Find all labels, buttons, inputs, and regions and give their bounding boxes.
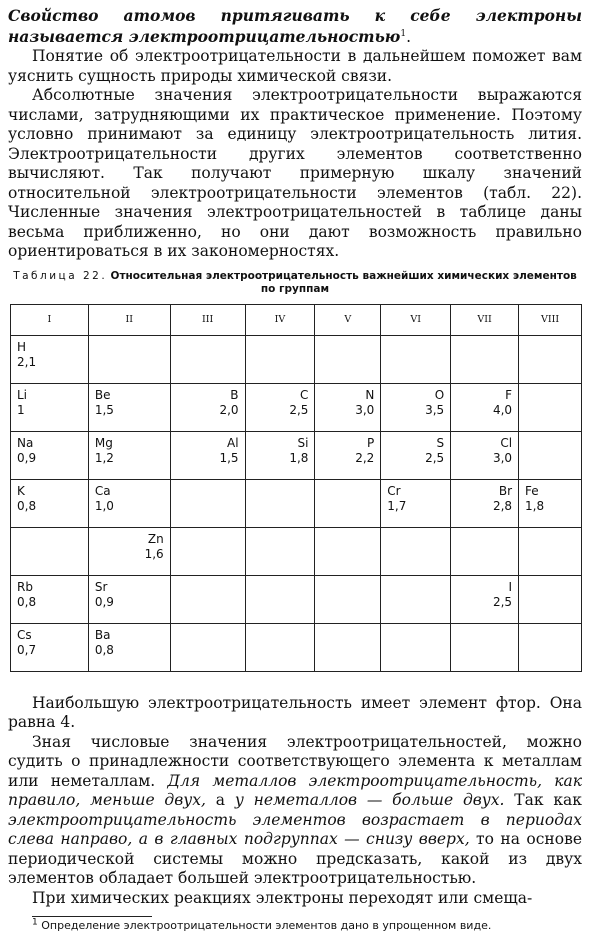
element-cell-Cr [381,479,451,527]
element-value: 1,0 [94,498,114,513]
element-value: 2,5 [289,402,309,417]
element-cell-Si [245,431,315,479]
element-symbol: I [508,579,513,594]
element-value: 2,1 [17,354,37,369]
element-symbol: Li [17,387,28,402]
header-group-2: II [88,304,170,335]
element-value: 0,9 [17,450,37,465]
element-value: 1,8 [525,498,545,513]
element-cell-Be [88,383,170,431]
definition-text: Свойство атомов притягивать к себе электроны называется электроотрицательностью [8,6,582,46]
element-symbol: S [436,435,445,450]
header-group-7: VII [451,304,519,335]
table-header-row [11,304,582,335]
element-symbol: N [365,387,375,402]
element-symbol: Cs [17,627,32,642]
element-value: 0,8 [17,498,37,513]
element-symbol: Na [17,435,34,450]
element-value: 1,5 [219,450,239,465]
element-symbol: Si [297,435,309,450]
element-cell-Ba [88,623,170,671]
element-cell-B [170,383,245,431]
element-value: 0,8 [94,642,114,657]
element-symbol: Cl [500,435,513,450]
element-value: 3,0 [355,402,375,417]
element-cell-Cs [11,623,89,671]
italic-run: Для металлов электроотрицательность, как правило, меньше двух, [8,771,583,809]
element-cell-Rb [11,575,89,623]
element-value: 2,0 [219,402,239,417]
element-symbol: O [434,387,445,402]
definition-end: . [406,27,412,46]
element-value: 1,8 [289,450,309,465]
element-cell-Al [170,431,245,479]
element-cell-Na [11,431,89,479]
table-title: Относительная электроотрицательность важнейших химических элементов по группам [110,269,577,295]
element-symbol: P [367,435,375,450]
italic-run: электроотрицательность элементов возрастает в периодах слева направо, а в главных подгруппах — снизу вверх, [8,810,582,848]
element-symbol: Ba [94,627,111,642]
element-value: 0,7 [17,642,37,657]
text-run: Так как [504,791,582,809]
element-cell-H [11,335,89,383]
paragraph-3: Наибольшую электроотрицательность имеет элемент фтор. Она равна 4. [8,693,582,731]
element-cell-C [245,383,315,431]
element-cell-N [315,383,381,431]
header-group-1: I [11,304,89,335]
footnote-marker: 1 [400,28,407,39]
table-row [11,479,582,527]
element-cell-Cl [451,431,519,479]
electronegativity-table [10,304,582,672]
paragraph-2: Абсолютные значения электроотрицательности выражаются числами, затрудняющими их практическое применение. Поэтому условно принимают за единицу электроотрицательность лития. Электроотрицательности других элементов соответственно вычисляют. Так получают примерную шкалу значений относительной электроотрицательности элементов (табл. 22). Численные значения электроотрицательностей в таблице даны весьма приближенно, но они дают возможность правильно ориентироваться в их закономерностях. [8,86,582,260]
paragraph-1: Понятие об электроотрицательности в дальнейшем поможет вам уяснить сущность природы химической связи. [8,47,582,85]
table-label: Таблица 22. [13,269,108,282]
element-cell-Fe [519,479,582,527]
element-cell-S [381,431,451,479]
header-group-3: III [170,304,245,335]
element-value: 1,5 [94,402,114,417]
element-cell-Br [451,479,519,527]
element-cell-Ca [88,479,170,527]
element-cell-Li [11,383,89,431]
element-symbol: K [17,483,25,498]
element-cell-Zn [88,527,170,575]
text-run: Зная числовые значения электроотрицательностей, можно судить о принадлежности соответствующего элемента к металлам или неметаллам. [8,732,582,790]
text-run: а [205,791,235,809]
element-symbol: B [230,387,239,402]
element-cell-O [381,383,451,431]
element-cell-I [451,575,519,623]
table-caption [8,270,582,296]
italic-run: у неметаллов — больше двух. [234,791,505,809]
definition-paragraph [8,6,582,47]
element-symbol: C [300,387,309,402]
element-value: 1,6 [144,546,164,561]
element-value: 2,5 [492,594,513,609]
element-value: 2,8 [492,498,513,513]
element-value: 1 [17,402,25,417]
element-symbol: F [505,387,513,402]
footnote-text: Определение электроотрицательности элементов дано в упрощенном виде. [41,919,492,932]
element-cell-F [451,383,519,431]
element-symbol: Rb [17,579,33,594]
footnote-divider [32,916,152,917]
element-value: 0,8 [17,594,37,609]
element-symbol: Mg [94,435,113,450]
element-value: 1,7 [387,498,407,513]
element-value: 2,2 [355,450,375,465]
element-symbol: Be [94,387,111,402]
footnote-mark: 1 [32,917,38,928]
element-cell-P [315,431,381,479]
text-run: то на основе периодической системы можно предсказать, какой из двух элементов обладает большей электроотрицательностью. [8,830,582,887]
element-symbol: Sr [94,579,108,594]
header-group-6: VI [381,304,451,335]
footnote [8,919,582,932]
element-value: 0,9 [94,594,114,609]
element-symbol: Zn [147,531,164,546]
header-group-5: V [315,304,381,335]
element-cell-Mg [88,431,170,479]
table-row [11,431,582,479]
element-value: 3,5 [425,402,445,417]
table-row [11,527,582,575]
element-symbol: Al [226,435,239,450]
paragraph-4 [8,733,582,889]
element-value: 2,5 [425,450,445,465]
element-cell-K [11,479,89,527]
paragraph-5: При химических реакциях электроны переходят или смеща- [32,888,533,907]
header-group-8: VIII [519,304,582,335]
element-value: 3,0 [492,450,513,465]
header-group-4: IV [245,304,315,335]
element-value: 1,2 [94,450,114,465]
table-row [11,383,582,431]
element-symbol: H [17,339,27,354]
element-symbol: Ca [94,483,111,498]
element-symbol: Br [498,483,513,498]
element-symbol: Fe [525,483,539,498]
table-row [11,623,582,671]
element-symbol: Cr [387,483,401,498]
table-row [11,575,582,623]
element-cell-Sr [88,575,170,623]
element-value: 4,0 [492,402,513,417]
table-row [11,335,582,383]
